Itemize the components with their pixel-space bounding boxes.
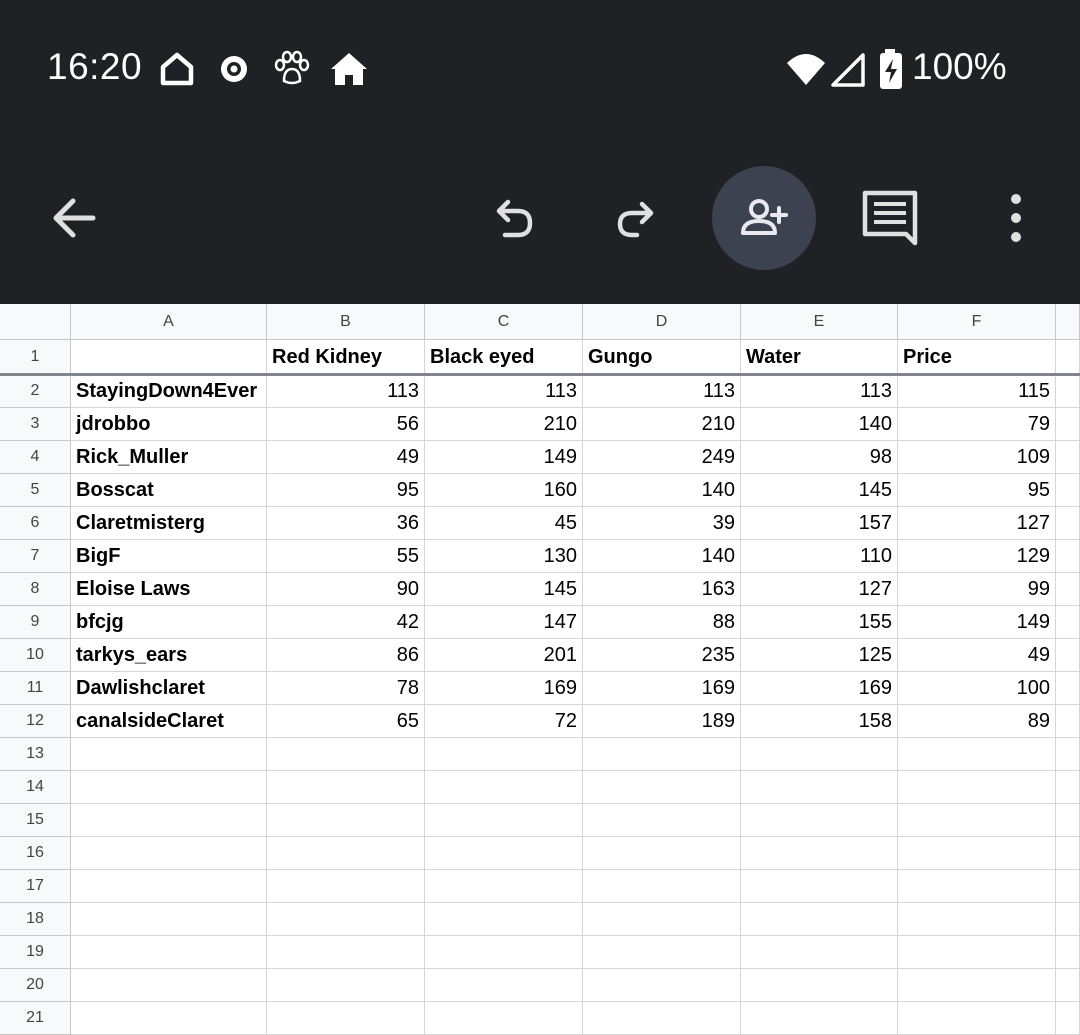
cell-c9[interactable]: 147 xyxy=(425,606,583,639)
cell-a7[interactable]: BigF xyxy=(71,540,267,573)
row-header-14[interactable]: 14 xyxy=(0,771,71,804)
home-filled-icon xyxy=(329,47,369,91)
cell-f4[interactable]: 109 xyxy=(898,441,1056,474)
empty-cell[interactable] xyxy=(898,1002,1056,1035)
empty-cell[interactable] xyxy=(1056,969,1080,1002)
empty-cell[interactable] xyxy=(71,936,267,969)
empty-cell[interactable] xyxy=(71,771,267,804)
back-arrow-icon xyxy=(49,193,99,243)
signal-icon xyxy=(829,47,869,91)
freeze-divider xyxy=(0,373,1080,376)
add-person-icon xyxy=(739,193,789,243)
back-button[interactable] xyxy=(22,166,126,270)
column-header-next[interactable] xyxy=(1056,304,1080,340)
empty-cell[interactable] xyxy=(1056,375,1080,408)
cell-c7[interactable]: 130 xyxy=(425,540,583,573)
empty-cell[interactable] xyxy=(71,738,267,771)
cell-d5[interactable]: 140 xyxy=(583,474,741,507)
share-button[interactable] xyxy=(712,166,816,270)
cell-e2[interactable]: 113 xyxy=(741,375,898,408)
empty-cell[interactable] xyxy=(898,870,1056,903)
top-bar xyxy=(0,0,1080,304)
comment-icon xyxy=(862,190,918,246)
row-header-17[interactable]: 17 xyxy=(0,870,71,903)
empty-cell[interactable] xyxy=(267,804,425,837)
empty-cell[interactable] xyxy=(583,903,741,936)
cell-b9[interactable]: 42 xyxy=(267,606,425,639)
cell-d10[interactable]: 235 xyxy=(583,639,741,672)
cell-b1[interactable]: Red Kidney xyxy=(267,340,425,375)
cell-d3[interactable]: 210 xyxy=(583,408,741,441)
cell-f5[interactable]: 95 xyxy=(898,474,1056,507)
cell-f10[interactable]: 49 xyxy=(898,639,1056,672)
cell-f9[interactable]: 149 xyxy=(898,606,1056,639)
row-header-3[interactable]: 3 xyxy=(0,408,71,441)
cell-a6[interactable]: Claretmisterg xyxy=(71,507,267,540)
cell-b3[interactable]: 56 xyxy=(267,408,425,441)
row-header-18[interactable]: 18 xyxy=(0,903,71,936)
cell-c10[interactable]: 201 xyxy=(425,639,583,672)
row-header-10[interactable]: 10 xyxy=(0,639,71,672)
cell-e6[interactable]: 157 xyxy=(741,507,898,540)
empty-cell[interactable] xyxy=(583,969,741,1002)
column-header-d[interactable]: D xyxy=(583,304,741,340)
cell-d8[interactable]: 163 xyxy=(583,573,741,606)
empty-cell[interactable] xyxy=(741,771,898,804)
cell-d4[interactable]: 249 xyxy=(583,441,741,474)
empty-cell[interactable] xyxy=(1056,870,1080,903)
row-header-21[interactable]: 21 xyxy=(0,1002,71,1035)
empty-cell[interactable] xyxy=(898,738,1056,771)
empty-cell[interactable] xyxy=(425,936,583,969)
empty-cell[interactable] xyxy=(267,771,425,804)
empty-cell[interactable] xyxy=(267,738,425,771)
empty-cell[interactable] xyxy=(741,969,898,1002)
cell-a3[interactable]: jdrobbo xyxy=(71,408,267,441)
column-header-a[interactable]: A xyxy=(71,304,267,340)
row-header-19[interactable]: 19 xyxy=(0,936,71,969)
row-header-6[interactable]: 6 xyxy=(0,507,71,540)
empty-cell[interactable] xyxy=(583,837,741,870)
cell-d1[interactable]: Gungo xyxy=(583,340,741,375)
empty-cell[interactable] xyxy=(583,771,741,804)
cell-e12[interactable]: 158 xyxy=(741,705,898,738)
undo-button[interactable] xyxy=(461,166,565,270)
cell-b10[interactable]: 86 xyxy=(267,639,425,672)
empty-cell[interactable] xyxy=(267,936,425,969)
empty-cell[interactable] xyxy=(425,837,583,870)
empty-cell[interactable] xyxy=(267,837,425,870)
empty-cell[interactable] xyxy=(1056,540,1080,573)
empty-cell[interactable] xyxy=(583,870,741,903)
cell-f11[interactable]: 100 xyxy=(898,672,1056,705)
row-header-7[interactable]: 7 xyxy=(0,540,71,573)
status-time: 16:20 xyxy=(47,46,143,87)
cell-c1[interactable]: Black eyed xyxy=(425,340,583,375)
cell-a10[interactable]: tarkys_ears xyxy=(71,639,267,672)
cell-a8[interactable]: Eloise Laws xyxy=(71,573,267,606)
empty-cell[interactable] xyxy=(898,903,1056,936)
select-all-corner[interactable] xyxy=(0,304,71,340)
empty-cell[interactable] xyxy=(583,804,741,837)
cell-c3[interactable]: 210 xyxy=(425,408,583,441)
redo-button[interactable] xyxy=(585,166,689,270)
cell-e7[interactable]: 110 xyxy=(741,540,898,573)
cell-e1[interactable]: Water xyxy=(741,340,898,375)
empty-cell[interactable] xyxy=(71,969,267,1002)
empty-cell[interactable] xyxy=(898,771,1056,804)
cell-a5[interactable]: Bosscat xyxy=(71,474,267,507)
empty-cell[interactable] xyxy=(1056,705,1080,738)
empty-cell[interactable] xyxy=(425,771,583,804)
empty-cell[interactable] xyxy=(741,804,898,837)
empty-cell[interactable] xyxy=(267,870,425,903)
empty-cell[interactable] xyxy=(425,969,583,1002)
row-header-11[interactable]: 11 xyxy=(0,672,71,705)
empty-cell[interactable] xyxy=(741,738,898,771)
empty-cell[interactable] xyxy=(267,1002,425,1035)
empty-cell[interactable] xyxy=(267,903,425,936)
undo-icon xyxy=(488,193,538,243)
empty-cell[interactable] xyxy=(1056,606,1080,639)
redo-icon xyxy=(612,193,662,243)
wifi-icon xyxy=(785,47,827,91)
empty-cell[interactable] xyxy=(1056,573,1080,606)
row-header-8[interactable]: 8 xyxy=(0,573,71,606)
cell-e10[interactable]: 125 xyxy=(741,639,898,672)
empty-cell[interactable] xyxy=(741,936,898,969)
empty-cell[interactable] xyxy=(71,804,267,837)
cell-e8[interactable]: 127 xyxy=(741,573,898,606)
row-header-9[interactable]: 9 xyxy=(0,606,71,639)
circle-record-icon xyxy=(214,47,254,91)
column-header-e[interactable]: E xyxy=(741,304,898,340)
row-header-5[interactable]: 5 xyxy=(0,474,71,507)
cell-f3[interactable]: 79 xyxy=(898,408,1056,441)
column-header-b[interactable]: B xyxy=(267,304,425,340)
cell-d9[interactable]: 88 xyxy=(583,606,741,639)
row-header-12[interactable]: 12 xyxy=(0,705,71,738)
empty-cell[interactable] xyxy=(1056,837,1080,870)
cell-b11[interactable]: 78 xyxy=(267,672,425,705)
cell-f7[interactable]: 129 xyxy=(898,540,1056,573)
cell-c2[interactable]: 113 xyxy=(425,375,583,408)
cell-c12[interactable]: 72 xyxy=(425,705,583,738)
cell-b12[interactable]: 65 xyxy=(267,705,425,738)
row-header-1[interactable]: 1 xyxy=(0,340,71,375)
cell-a4[interactable]: Rick_Muller xyxy=(71,441,267,474)
spreadsheet-grid[interactable] xyxy=(0,304,1080,1025)
cell-c6[interactable]: 45 xyxy=(425,507,583,540)
cell-e3[interactable]: 140 xyxy=(741,408,898,441)
empty-cell[interactable] xyxy=(425,738,583,771)
cell-f6[interactable]: 127 xyxy=(898,507,1056,540)
cell-e4[interactable]: 98 xyxy=(741,441,898,474)
empty-cell[interactable] xyxy=(1056,408,1080,441)
empty-cell[interactable] xyxy=(425,870,583,903)
empty-cell[interactable] xyxy=(425,903,583,936)
empty-cell[interactable] xyxy=(898,837,1056,870)
empty-cell[interactable] xyxy=(1056,771,1080,804)
more-vert-icon xyxy=(1006,193,1026,243)
column-header-f[interactable]: F xyxy=(898,304,1056,340)
cell-b4[interactable]: 49 xyxy=(267,441,425,474)
empty-cell[interactable] xyxy=(1056,441,1080,474)
empty-cell[interactable] xyxy=(425,1002,583,1035)
empty-cell[interactable] xyxy=(1056,903,1080,936)
empty-cell[interactable] xyxy=(898,804,1056,837)
empty-cell[interactable] xyxy=(1056,507,1080,540)
battery-percentage: 100% xyxy=(912,46,1007,87)
cell-b5[interactable]: 95 xyxy=(267,474,425,507)
cell-b2[interactable]: 113 xyxy=(267,375,425,408)
cell-d7[interactable]: 140 xyxy=(583,540,741,573)
empty-cell[interactable] xyxy=(741,903,898,936)
empty-cell[interactable] xyxy=(898,936,1056,969)
empty-cell[interactable] xyxy=(1056,804,1080,837)
home-outline-icon xyxy=(157,47,197,91)
empty-cell[interactable] xyxy=(71,903,267,936)
empty-cell[interactable] xyxy=(898,969,1056,1002)
cell-f2[interactable]: 115 xyxy=(898,375,1056,408)
cell-d11[interactable]: 169 xyxy=(583,672,741,705)
row-header-13[interactable]: 13 xyxy=(0,738,71,771)
cell-c8[interactable]: 145 xyxy=(425,573,583,606)
empty-cell[interactable] xyxy=(741,837,898,870)
empty-cell[interactable] xyxy=(741,1002,898,1035)
cell-b6[interactable]: 36 xyxy=(267,507,425,540)
empty-cell[interactable] xyxy=(267,969,425,1002)
battery-charging-icon xyxy=(876,47,906,91)
empty-cell[interactable] xyxy=(1056,474,1080,507)
cell-a12[interactable]: canalsideClaret xyxy=(71,705,267,738)
empty-cell[interactable] xyxy=(1056,639,1080,672)
cell-b8[interactable]: 90 xyxy=(267,573,425,606)
cell-c4[interactable]: 149 xyxy=(425,441,583,474)
cell-a9[interactable]: bfcjg xyxy=(71,606,267,639)
empty-cell[interactable] xyxy=(583,936,741,969)
row-header-15[interactable]: 15 xyxy=(0,804,71,837)
empty-cell[interactable] xyxy=(741,870,898,903)
more-options-button[interactable] xyxy=(964,166,1068,270)
empty-cell[interactable] xyxy=(1056,672,1080,705)
cell-e5[interactable]: 145 xyxy=(741,474,898,507)
cell-d2[interactable]: 113 xyxy=(583,375,741,408)
empty-cell[interactable] xyxy=(71,870,267,903)
cell-a11[interactable]: Dawlishclaret xyxy=(71,672,267,705)
column-header-c[interactable]: C xyxy=(425,304,583,340)
cell-b7[interactable]: 55 xyxy=(267,540,425,573)
cell-c5[interactable]: 160 xyxy=(425,474,583,507)
empty-cell[interactable] xyxy=(583,1002,741,1035)
empty-cell[interactable] xyxy=(71,837,267,870)
empty-cell[interactable] xyxy=(1056,738,1080,771)
cell-f12[interactable]: 89 xyxy=(898,705,1056,738)
row-header-20[interactable]: 20 xyxy=(0,969,71,1002)
cell-f8[interactable]: 99 xyxy=(898,573,1056,606)
row-header-4[interactable]: 4 xyxy=(0,441,71,474)
comments-button[interactable] xyxy=(838,166,942,270)
empty-cell[interactable] xyxy=(583,738,741,771)
cell-c11[interactable]: 169 xyxy=(425,672,583,705)
cell-a2[interactable]: StayingDown4Ever xyxy=(71,375,267,408)
cell-a1[interactable] xyxy=(71,340,267,375)
empty-cell[interactable] xyxy=(1056,936,1080,969)
cell-e11[interactable]: 169 xyxy=(741,672,898,705)
cell-d12[interactable]: 189 xyxy=(583,705,741,738)
empty-cell[interactable] xyxy=(1056,340,1080,375)
empty-cell[interactable] xyxy=(71,1002,267,1035)
row-header-2[interactable]: 2 xyxy=(0,375,71,408)
empty-cell[interactable] xyxy=(425,804,583,837)
cell-d6[interactable]: 39 xyxy=(583,507,741,540)
paw-icon xyxy=(272,47,312,91)
cell-f1[interactable]: Price xyxy=(898,340,1056,375)
empty-cell[interactable] xyxy=(1056,1002,1080,1035)
cell-e9[interactable]: 155 xyxy=(741,606,898,639)
row-header-16[interactable]: 16 xyxy=(0,837,71,870)
